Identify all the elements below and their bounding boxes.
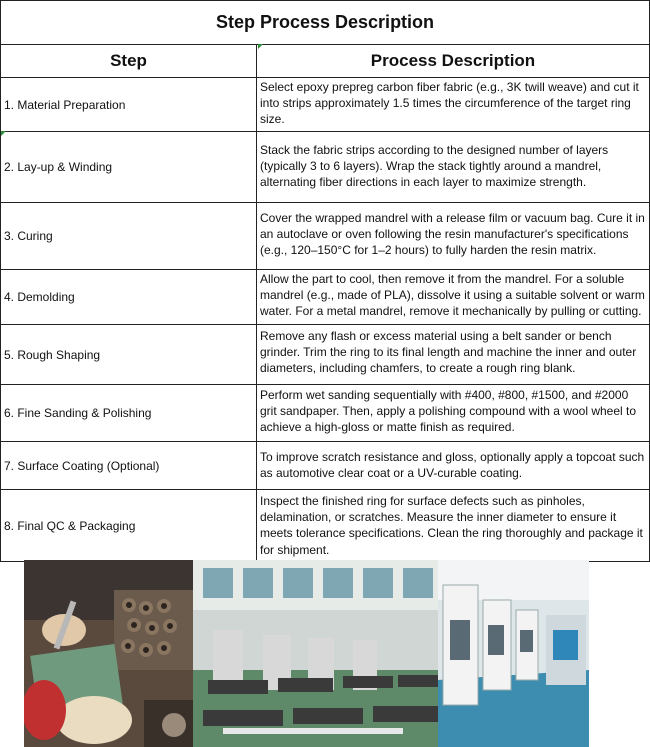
cell-comment-marker [1,131,6,136]
step-cell: 2. Lay-up & Winding [1,132,257,203]
description-cell [257,385,650,442]
description-cell [257,325,650,385]
description-cell [257,203,650,270]
table-row [1,490,650,562]
factory-workshop-photo [193,560,438,747]
cell-comment-marker [258,44,263,49]
description-text: Inspect the finished ring for surface defects such as pinholes, delamination, or scratches. Measure the inner diameter to ensure it meets tolerance specifications. Clean the ring thoroughly and package it for shipment. [260,494,643,557]
photo-strip [24,560,589,747]
step-cell: 6. Fine Sanding & Polishing [1,385,257,442]
description-text: Cover the wrapped mandrel with a release film or vacuum bag. Cure it in an autoclave or oven following the resin manufacturer's specifications (e.g., 120–150°C for 1–2 hours) to fully harden the resin matrix. [260,211,645,258]
table-title: Step Process Description [1,1,650,45]
description-cell [257,442,650,490]
description-text: Stack the fabric strips according to the designed number of layers (typically 3 to 6 layers). Wrap the stack tightly around a mandrel, alternating fiber directions in each layer to maximize strength. [260,143,609,190]
description-cell [257,78,650,132]
table-row [1,325,650,385]
table-row [1,385,650,442]
table-row [1,270,650,325]
hands-polishing-rings-photo [24,560,193,747]
step-column-header: Step [1,45,257,78]
table-row [1,78,650,132]
step-cell: 8. Final QC & Packaging [1,490,257,562]
step-cell: 7. Surface Coating (Optional) [1,442,257,490]
description-text: To improve scratch resistance and gloss, optionally apply a topcoat such as automotive clear coat or a UV-curable coating. [260,450,645,481]
table-row [1,203,650,270]
step-cell: 3. Curing [1,203,257,270]
step-cell: 4. Demolding [1,270,257,325]
description-cell [257,270,650,325]
description-text: Remove any flash or excess material using a belt sander or bench grinder. Trim the ring to its final length and machine the inner and outer diameters, including chamfers, to create a rough ring blank. [260,329,637,376]
table-row [1,442,650,490]
step-cell: 5. Rough Shaping [1,325,257,385]
description-column-header: Process Description [257,45,650,78]
description-text: Allow the part to cool, then remove it from the mandrel. For a soluble mandrel (e.g., made of PLA), dissolve it using a suitable solvent or warm water. For a metal mandrel, remove it mechanically by pulling or cutting. [260,272,645,319]
description-text: Perform wet sanding sequentially with #400, #800, #1500, and #2000 grit sandpaper. Then, apply a polishing compound with a wool wheel to achieve a high-gloss or matte finish as required. [260,388,637,435]
description-cell [257,132,650,203]
table-row [1,132,650,203]
description-cell [257,490,650,562]
cnc-machine-line-photo [438,560,589,747]
description-text: Select epoxy prepreg carbon fiber fabric (e.g., 3K twill weave) and cut it into strips approximately 1.5 times the circumference of the target ring size. [260,80,639,127]
step-cell: 1. Material Preparation [1,78,257,132]
